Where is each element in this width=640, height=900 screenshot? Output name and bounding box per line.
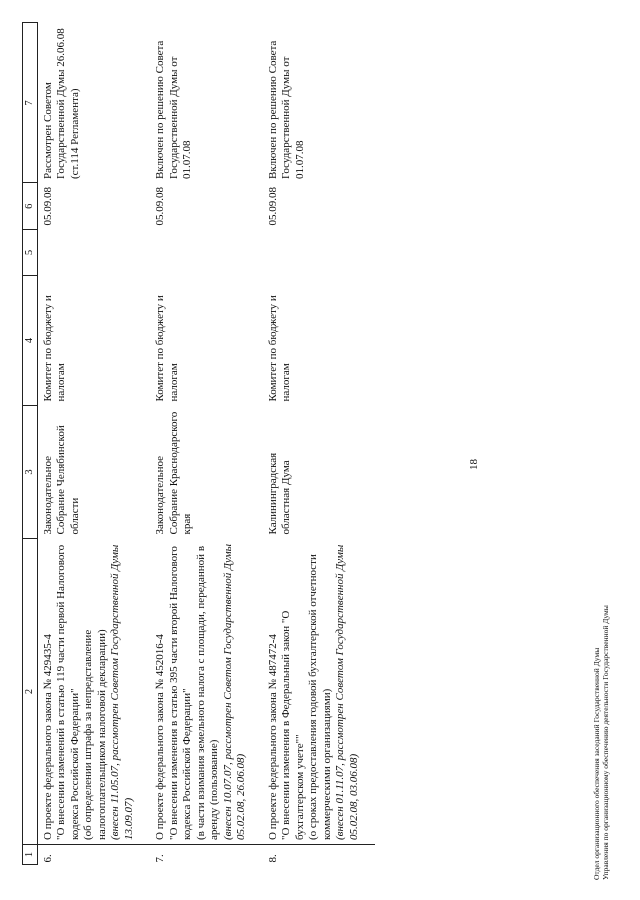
bill-description xyxy=(150,539,263,845)
column-5-cell xyxy=(150,230,263,276)
row-number: 7. xyxy=(154,854,166,863)
bill-note: (в части взимания земельного налога с площади, переданной в аренду (пользование) xyxy=(194,545,220,840)
column-5-cell xyxy=(263,230,376,276)
bill-history: (внесен 01.11.07, рассмотрен Советом Государственной Думы 05.02.08, 03.06.08) xyxy=(334,544,360,840)
initiator: Калининградская областная Дума xyxy=(266,452,292,535)
bill-history: (внесен 10.07.07, рассмотрен Советом Государственной Думы 05.02.08, 26.06.08) xyxy=(221,543,247,840)
footer-line-2: Управления по организационному обеспечению деятельности Государственной Думы xyxy=(601,605,610,880)
column-header: 7 xyxy=(23,23,38,183)
table-row xyxy=(263,23,376,865)
bill-description xyxy=(37,539,150,845)
initiator: Законодательное Собрание Краснодарского края xyxy=(154,411,193,535)
date: 05.09.08 xyxy=(266,187,279,226)
date: 05.09.08 xyxy=(154,187,166,226)
column-header: 3 xyxy=(23,406,38,539)
column-header: 5 xyxy=(23,230,38,276)
column-header: 6 xyxy=(23,183,38,230)
bill-title: О проекте федерального закона № 452016-4 xyxy=(154,634,166,840)
table-row xyxy=(150,23,263,865)
bill-quote: "О внесении изменения в Федеральный закон "О бухгалтерском учете"" xyxy=(280,610,306,840)
initiator: Законодательное Собрание Челябинской области xyxy=(41,425,81,535)
row-number: 8. xyxy=(266,854,279,863)
status: Включен по решению Совета Государственной Думы от 01.07.08 xyxy=(266,40,306,179)
bills-table xyxy=(22,23,375,866)
footer-line-1: Отдел организационного обеспечения заседаний Государственной Думы xyxy=(592,647,601,880)
bill-quote: "О внесении изменения в статью 395 части второй Налогового кодекса Российской Федерации" xyxy=(167,546,193,840)
bill-quote: "О внесении изменений в статью 119 части первой Налогового кодекса Российской Федерации" xyxy=(55,544,81,840)
date: 05.09.08 xyxy=(41,187,54,226)
bill-description xyxy=(263,539,376,845)
committee: Комитет по бюджету и налогам xyxy=(41,295,67,402)
status: Рассмотрен Советом Государственной Думы 26.06.08 (ст.114 Регламента) xyxy=(41,28,81,179)
committee: Комитет по бюджету и налогам xyxy=(266,295,292,402)
bill-title: О проекте федерального закона № 487472-4 xyxy=(266,634,279,840)
committee: Комитет по бюджету и налогам xyxy=(154,295,180,402)
table-header-row xyxy=(23,23,38,865)
bill-title: О проекте федерального закона № 429435-4 xyxy=(41,634,54,840)
column-header: 4 xyxy=(23,276,38,406)
bill-note: (об определении штрафа за непредставление налогоплательщиком налоговой декларации) xyxy=(82,629,108,840)
bill-note: (о сроках предоставления годовой бухгалтерской отчетности коммерческими организациями) xyxy=(307,554,333,840)
status: Включен по решению Совета Государственной Думы от 01.07.08 xyxy=(154,40,193,179)
footer xyxy=(592,605,610,880)
row-number: 6. xyxy=(41,854,54,863)
column-5-cell xyxy=(37,230,150,276)
column-header: 1 xyxy=(23,845,38,865)
column-header: 2 xyxy=(23,539,38,845)
bill-history: (внесен 11.05.07, рассмотрен Советом Государственной Думы 13.09.07) xyxy=(109,544,135,840)
page-number: 18 xyxy=(468,459,480,470)
table-row xyxy=(37,23,150,865)
